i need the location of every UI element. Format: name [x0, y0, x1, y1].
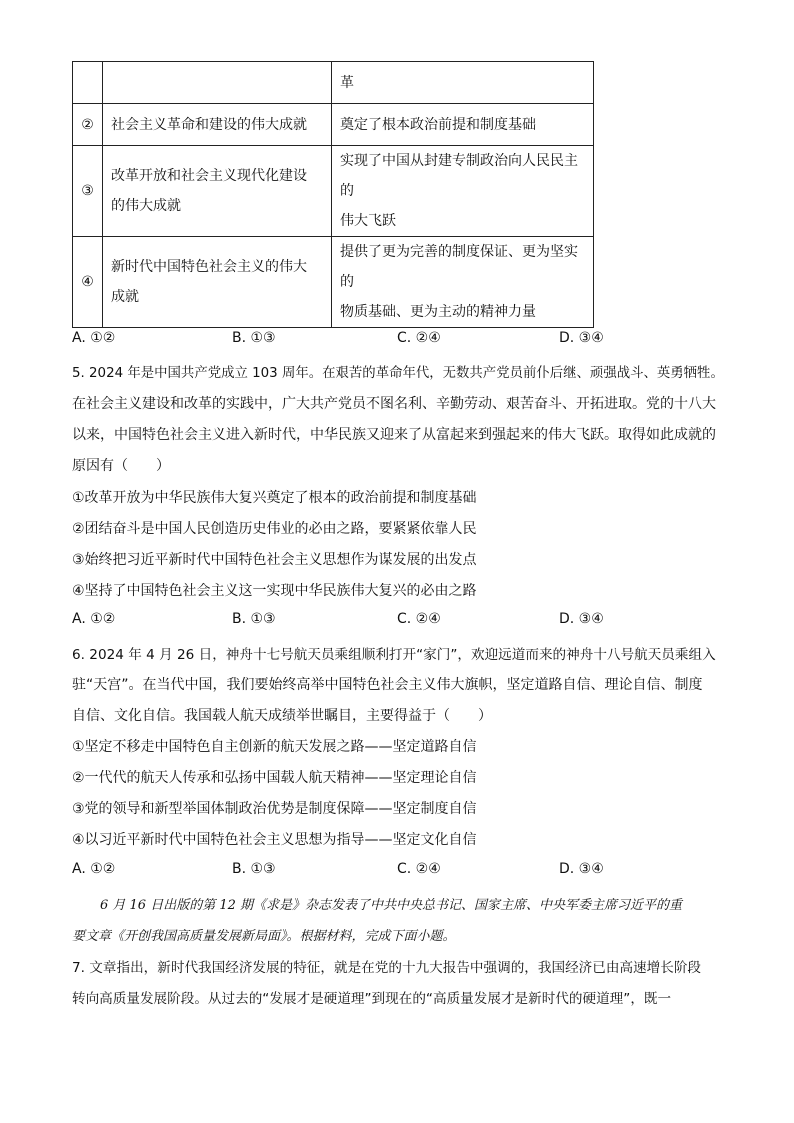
- cell-line: 的伟大成就: [111, 198, 181, 214]
- answer-table: [72, 61, 594, 328]
- question-stem-line: 6. 2024 年 4 月 26 日，神舟十七号航天员乘组顺利打开“家门”，欢迎远道而来的神舟十八号航天员乘组入: [72, 647, 716, 663]
- option-b[interactable]: B. ①③: [232, 861, 276, 877]
- option-c[interactable]: C. ②④: [397, 330, 441, 346]
- option-d[interactable]: D. ③④: [559, 611, 604, 627]
- table-row: [73, 104, 594, 146]
- cell-line: 伟大飞跃: [340, 213, 396, 229]
- statement-item: ①改革开放为中华民族伟大复兴奠定了根本的政治前提和制度基础: [72, 490, 477, 506]
- table-cell-num: ③: [73, 146, 103, 237]
- material-line: 要文章《开创我国高质量发展新局面》。根据材料，完成下面小题。: [72, 929, 456, 944]
- question-stem-line: 驻“天宫”。在当代中国，我们要始终高举中国特色社会主义伟大旗帜，坚定道路自信、理论自信、制度: [72, 677, 703, 693]
- option-a[interactable]: A. ①②: [72, 861, 116, 877]
- statement-item: ③党的领导和新型举国体制政治优势是制度保障——坚定制度自信: [72, 801, 477, 817]
- table-cell-num: ②: [73, 104, 103, 146]
- cell-line: 成就: [111, 289, 139, 305]
- statement-item: ②团结奋斗是中国人民创造历史伟业的必由之路，要紧紧依靠人民: [72, 521, 477, 537]
- table-cell-achievement: [103, 62, 332, 104]
- table-cell-significance: [332, 146, 594, 237]
- q4-options: [72, 330, 632, 350]
- question-stem-line: 在社会主义建设和改革的实践中，广大共产党员不图名利、辛勤劳动、艰苦奋斗、开拓进取。党的十八大: [72, 396, 716, 412]
- option-b[interactable]: B. ①③: [232, 330, 276, 346]
- table-row: [73, 146, 594, 237]
- option-a[interactable]: A. ①②: [72, 611, 116, 627]
- q6-options: [72, 861, 632, 881]
- question-stem-line: 转向高质量发展阶段。从过去的“发展才是硬道理”到现在的“高质量发展才是新时代的硬道理”，既一: [72, 991, 672, 1007]
- option-c[interactable]: C. ②④: [397, 611, 441, 627]
- statement-item: ①坚定不移走中国特色自主创新的航天发展之路——坚定道路自信: [72, 739, 477, 755]
- cell-line: 实现了中国从封建专制政治向人民民主的: [340, 153, 578, 199]
- question-stem-line: 以来，中国特色社会主义进入新时代，中华民族又迎来了从富起来到强起来的伟大飞跃。取得如此成就的: [72, 427, 716, 443]
- question-stem-line: 5. 2024 年是中国共产党成立 103 周年。在艰苦的革命年代，无数共产党员前仆后继、顽强战斗、英勇牺牲。: [72, 366, 724, 381]
- table-row: [73, 62, 594, 104]
- table-cell-significance: 奠定了根本政治前提和制度基础: [332, 104, 594, 146]
- option-d[interactable]: D. ③④: [559, 861, 604, 877]
- statement-item: ④以习近平新时代中国特色社会主义思想为指导——坚定文化自信: [72, 832, 477, 848]
- table-cell-achievement: [103, 237, 332, 328]
- table-row: [73, 237, 594, 328]
- option-c[interactable]: C. ②④: [397, 861, 441, 877]
- option-d[interactable]: D. ③④: [559, 330, 604, 346]
- option-a[interactable]: A. ①②: [72, 330, 116, 346]
- question-stem-line: 7. 文章指出，新时代我国经济发展的特征，就是在党的十九大报告中强调的，我国经济已由高速增长阶段: [72, 960, 702, 976]
- cell-line: 改革开放和社会主义现代化建设: [111, 168, 307, 184]
- q5-options: [72, 611, 632, 631]
- cell-line: 提供了更为完善的制度保证、更为坚实的: [340, 244, 578, 290]
- cell-line: 新时代中国特色社会主义的伟大: [111, 259, 307, 275]
- statement-item: ②一代代的航天人传承和弘扬中国载人航天精神——坚定理论自信: [72, 770, 477, 786]
- table-cell-significance: [332, 237, 594, 328]
- table-cell-achievement: 社会主义革命和建设的伟大成就: [103, 104, 332, 146]
- table-cell-num: ④: [73, 237, 103, 328]
- table-cell-significance: 革: [332, 62, 594, 104]
- material-line: 6 月 16 日出版的第 12 期《求是》杂志发表了中共中央总书记、国家主席、中央军委主席习近平的重: [100, 898, 683, 913]
- question-stem-line: 自信、文化自信。我国载人航天成绩举世瞩目，主要得益于（ ）: [72, 708, 492, 724]
- statement-item: ④坚持了中国特色社会主义这一实现中华民族伟大复兴的必由之路: [72, 583, 477, 599]
- statement-item: ③始终把习近平新时代中国特色社会主义思想作为谋发展的出发点: [72, 552, 477, 568]
- question-stem-line: 原因有（ ）: [72, 458, 170, 474]
- table-cell-achievement: [103, 146, 332, 237]
- table-cell-num: [73, 62, 103, 104]
- option-b[interactable]: B. ①③: [232, 611, 276, 627]
- cell-line: 物质基础、更为主动的精神力量: [340, 304, 536, 320]
